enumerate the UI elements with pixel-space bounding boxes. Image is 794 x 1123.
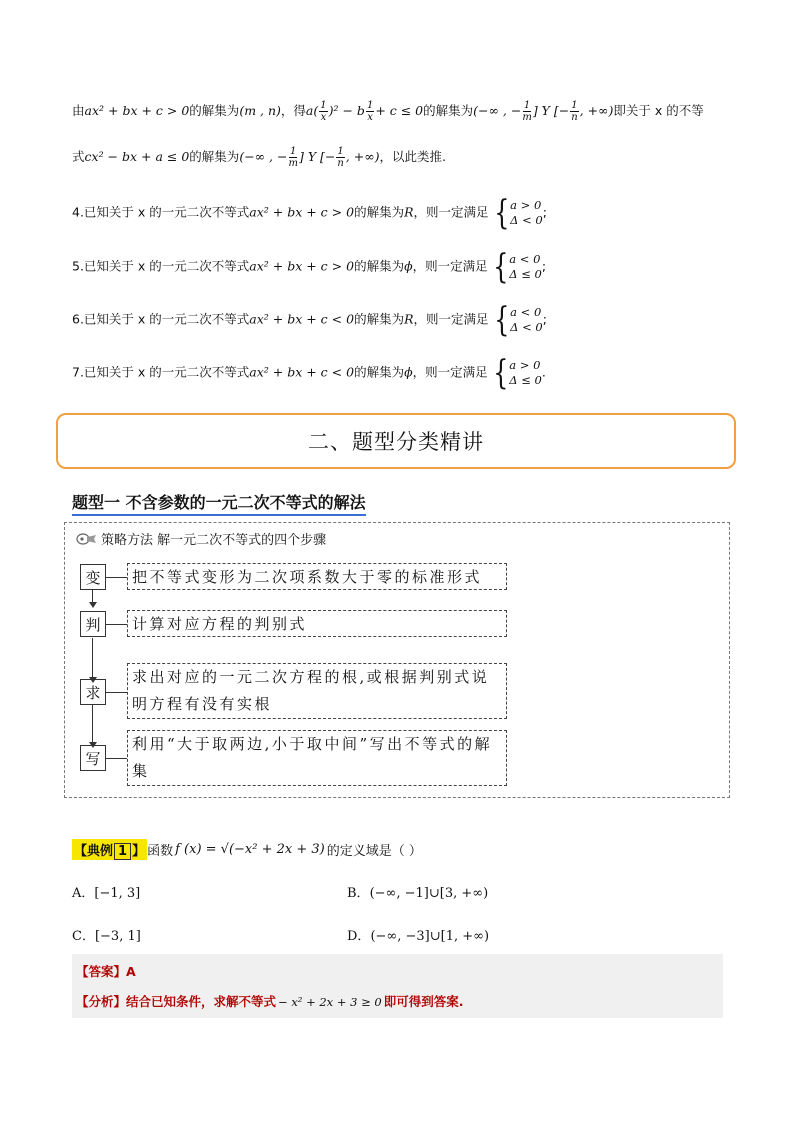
paragraph-line-2 <box>72 146 446 169</box>
math: a( <box>305 103 319 118</box>
text: 4.已知关于 x 的一元二次不等式 <box>72 204 250 220</box>
numerator: 1 <box>523 100 531 111</box>
text: 即可得到答案. <box>383 994 464 1009</box>
example-question <box>72 839 422 860</box>
math: (−∞ , − <box>239 149 288 164</box>
text: 函数 <box>147 844 174 859</box>
option-a <box>72 882 140 901</box>
text: ; <box>542 204 547 220</box>
condition: a < 0 <box>509 252 541 266</box>
step-text: 利用“大于取两边,小于取中间”写出不等式的解集 <box>127 730 507 786</box>
text: ，则一定满足 <box>412 364 488 380</box>
condition-system: { a > 0 Δ < 0 <box>493 193 543 233</box>
type-heading: 题型一 不含参数的一元二次不等式的解法 <box>72 490 366 516</box>
text: 7.已知关于 x 的一元二次不等式 <box>72 364 250 380</box>
condition: a < 0 <box>510 305 542 319</box>
math: , +∞) <box>579 103 614 118</box>
math: , +∞) <box>345 149 380 164</box>
strategy-box <box>64 522 730 798</box>
math: ax² + bx + c < 0 <box>249 364 355 380</box>
text: 式 <box>72 149 85 164</box>
numerator: 1 <box>337 146 344 157</box>
math: )² − b <box>328 103 365 118</box>
answer-value: A <box>126 964 136 979</box>
step-key: 求 <box>80 679 106 705</box>
math: ax² + bx + c > 0 <box>249 204 355 220</box>
math: cx² − bx + a ≤ 0 <box>84 149 190 164</box>
option-value: (−∞, −3]∪[1, +∞) <box>370 929 490 944</box>
fraction <box>336 146 344 169</box>
text: ，得 <box>280 103 306 118</box>
math: ax² + bx + c > 0 <box>84 103 190 118</box>
step-text: 计算对应方程的判别式 <box>127 610 507 637</box>
condition: Δ ≤ 0 <box>509 373 542 387</box>
option-label: C． <box>72 929 95 944</box>
option-value: (−∞, −1]∪[3, +∞) <box>369 886 489 901</box>
math: − x² + 2x + 3 ≥ 0 <box>278 995 382 1009</box>
option-c <box>72 925 141 944</box>
option-d <box>347 925 489 944</box>
fraction <box>570 100 578 123</box>
fraction <box>288 146 297 169</box>
option-b <box>347 882 488 901</box>
math: ax² + bx + c < 0 <box>249 311 355 327</box>
text: ; <box>542 311 547 327</box>
numerator: 1 <box>571 100 578 111</box>
step-text: 把不等式变形为二次项系数大于零的标准形式 <box>127 563 507 590</box>
tag-text: 【典例 <box>74 844 114 859</box>
list-item <box>72 300 547 340</box>
denominator: n <box>571 112 578 123</box>
condition: Δ < 0 <box>510 320 543 334</box>
text: . <box>541 364 546 380</box>
math: + c ≤ 0 <box>375 103 424 118</box>
tag-text: 】 <box>132 844 146 859</box>
strategy-header <box>75 529 326 548</box>
arrow-line <box>92 590 93 602</box>
text: 即关于 x 的不等 <box>613 103 704 118</box>
denominator: x <box>367 112 373 123</box>
fraction <box>319 100 327 123</box>
text: 的解集为 <box>354 204 405 220</box>
text: ，以此类推. <box>379 149 446 164</box>
example-tag <box>72 839 147 860</box>
list-item <box>72 193 547 233</box>
option-label: B． <box>347 886 370 901</box>
fraction <box>522 100 531 123</box>
math: R <box>404 204 414 220</box>
answer-label: 【答案】 <box>76 964 127 979</box>
condition-system: { a > 0 Δ ≤ 0 <box>492 353 542 393</box>
numerator: 1 <box>320 100 327 111</box>
step-key: 判 <box>80 611 106 637</box>
function-expression: f (x) = √(−x² + 2x + 3) <box>175 842 325 857</box>
section-title-box <box>56 413 736 469</box>
option-label: A． <box>72 886 95 901</box>
answer-box <box>72 954 723 1018</box>
option-value: [−3, 1] <box>94 929 141 944</box>
math: ] Y [− <box>298 149 336 164</box>
condition-system: { a < 0 Δ ≤ 0 <box>492 247 542 287</box>
condition: Δ ≤ 0 <box>509 267 542 281</box>
numerator: 1 <box>366 100 374 111</box>
tag-number: 1 <box>114 843 131 860</box>
connector <box>106 692 127 693</box>
text: 的定义域是（ ） <box>326 844 422 859</box>
step-key: 写 <box>80 745 106 771</box>
arrow-down-icon <box>89 602 97 608</box>
analysis-line <box>76 992 463 1010</box>
text: 5.已知关于 x 的一元二次不等式 <box>72 258 250 274</box>
text: ，则一定满足 <box>412 258 488 274</box>
option-label: D． <box>347 929 371 944</box>
text: 6.已知关于 x 的一元二次不等式 <box>72 311 250 327</box>
denominator: n <box>337 158 344 169</box>
condition: a > 0 <box>510 198 542 212</box>
condition: a > 0 <box>509 358 541 372</box>
math: R <box>404 311 414 327</box>
option-value: [−1, 3] <box>94 886 141 901</box>
text: 的解集为 <box>354 258 405 274</box>
denominator: x <box>320 112 327 123</box>
text: ，则一定满足 <box>413 311 489 327</box>
paragraph-line-1 <box>72 100 704 123</box>
text: 的解集为 <box>423 103 474 118</box>
text: 的解集为 <box>189 149 240 164</box>
math: (m , n) <box>239 103 281 118</box>
section-title: 二、题型分类精讲 <box>308 430 484 454</box>
answer-line <box>76 962 136 980</box>
math: ϕ <box>404 258 413 274</box>
connector <box>106 624 127 625</box>
math: ϕ <box>404 364 413 380</box>
step-text: 求出对应的一元二次方程的根,或根据判别式说明方程有没有实根 <box>127 663 507 719</box>
step-key: 变 <box>80 564 106 590</box>
arrow-line <box>92 638 93 677</box>
fraction <box>366 100 374 123</box>
text: 结合已知条件，求解不等式 <box>126 994 277 1009</box>
text: 的解集为 <box>354 364 405 380</box>
list-item <box>72 353 546 393</box>
connector <box>106 577 127 578</box>
connector <box>106 758 127 759</box>
list-item <box>72 247 547 287</box>
text: ，则一定满足 <box>413 204 489 220</box>
strategy-title: 策略方法 解一元二次不等式的四个步骤 <box>101 533 327 548</box>
math: ax² + bx + c > 0 <box>249 258 355 274</box>
text: 由 <box>72 103 85 118</box>
strategy-icon <box>75 532 97 546</box>
math: ] Y [− <box>532 103 570 118</box>
text: 的解集为 <box>354 311 405 327</box>
numerator: 1 <box>290 146 297 157</box>
denominator: m <box>522 112 532 123</box>
arrow-line <box>92 705 93 742</box>
condition: Δ < 0 <box>510 213 543 227</box>
math: (−∞ , − <box>473 103 522 118</box>
condition-system: { a < 0 Δ < 0 <box>493 300 543 340</box>
text: 的解集为 <box>189 103 240 118</box>
text: ; <box>541 258 547 274</box>
denominator: m <box>288 158 298 169</box>
analysis-label: 【分析】 <box>76 994 127 1009</box>
